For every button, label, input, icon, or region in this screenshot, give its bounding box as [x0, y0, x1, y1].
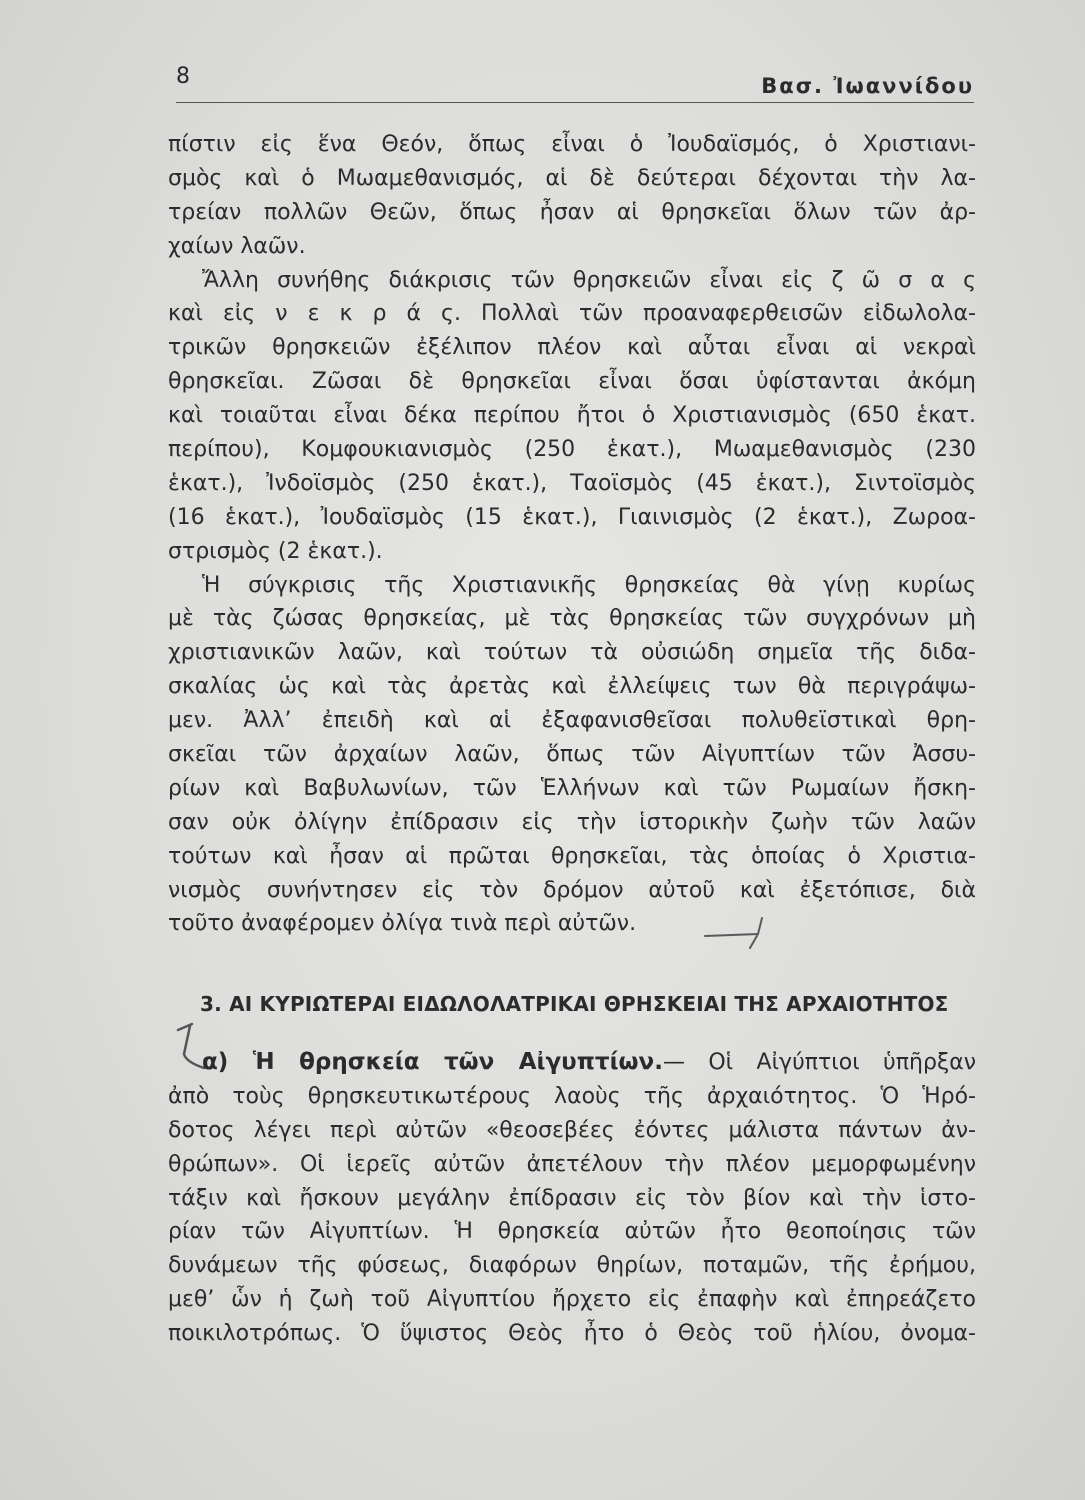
section-title: 3. ΑΙ ΚΥΡΙΩΤΕΡΑΙ ΕΙΔΩΛΟΛΑΤΡΙΚΑΙ ΘΡΗΣΚΕΙΑΙ ΤΗΣ ΑΡΧΑΙΟΤΗΤΟΣ — [200, 992, 949, 1016]
text-line: ρίων καὶ Βαβυλωνίων, τῶν Ἑλλήνων καὶ τῶν Ρωμαίων ἤσκη- — [168, 775, 976, 801]
text-line: θρώπων». Οἱ ἱερεῖς αὐτῶν ἀπετέλουν τὴν πλέον μεμορφωμένην — [168, 1151, 976, 1177]
text-line: σκαλίας ὡς καὶ τὰς ἀρετὰς καὶ ἐλλείψεις των θὰ περιγράψω- — [168, 674, 976, 700]
text-line: τρείαν πολλῶν Θεῶν, ὅπως ἦσαν αἱ θρησκεῖαι ὅλων τῶν ἀρ- — [168, 199, 976, 225]
text-line: (16 ἑκατ.), Ἰουδαϊσμὸς (15 ἑκατ.), Γιαινισμὸς (2 ἑκατ.), Ζωροα- — [168, 504, 976, 530]
text-line: τρικῶν θρησκειῶν ἐξέλιπον πλέον καὶ αὗται εἶναι αἱ νεκραὶ — [168, 335, 976, 361]
text-line: δυνάμεων τῆς φύσεως, διαφόρων θηρίων, ποταμῶν, τῆς ἐρήμου, — [168, 1253, 976, 1279]
running-head: Βασ. Ἰωαννίδου — [761, 74, 974, 98]
text-line: θρησκεῖαι. Ζῶσαι δὲ θρησκεῖαι εἶναι ὅσαι ὑφίστανται ἀκόμη — [168, 369, 976, 395]
text-line — [168, 1046, 976, 1080]
text-line: χαίων λαῶν. — [168, 233, 306, 259]
text-line: χριστιανικῶν λαῶν, καὶ τούτων τὰ οὐσιώδη σημεῖα τῆς διδα- — [168, 640, 976, 666]
text-line: σμὸς καὶ ὁ Μωαμεθανισμός, αἱ δὲ δεύτεραι δέχονται τὴν λα- — [168, 165, 976, 191]
text-line: ἑκατ.), Ἰνδοϊσμὸς (250 ἑκατ.), Ταοϊσμὸς (45 ἑκατ.), Σιντοϊσμὸς — [168, 470, 976, 496]
body-text — [168, 128, 976, 941]
text-line: ρίαν τῶν Αἰγυπτίων. Ἡ θρησκεία αὐτῶν ἦτο θεοποίησις τῶν — [168, 1219, 976, 1245]
page-number: 8 — [176, 64, 190, 89]
text-line: στρισμὸς (2 ἑκατ.). — [168, 538, 383, 564]
subsection-text — [168, 1046, 976, 1351]
text-line: σαν οὐκ ὀλίγην ἐπίδρασιν εἰς τὴν ἱστορικὴν ζωὴν τῶν λαῶν — [168, 809, 976, 835]
text-line: τοῦτο ἀναφέρομεν ὀλίγα τινὰ περὶ αὐτῶν. — [168, 911, 637, 937]
text-line: ἀπὸ τοὺς θρησκευτικωτέρους λαοὺς τῆς ἀρχαιότητος. Ὁ Ἡρό- — [168, 1083, 976, 1109]
text-line: δοτος λέγει περὶ αὐτῶν «θεοσεβέες ἐόντες μάλιστα πάντων ἀν- — [168, 1117, 976, 1143]
text-line: τάξιν καὶ ἤσκουν μεγάλην ἐπίδρασιν εἰς τὸν βίον καὶ τὴν ἱστο- — [168, 1185, 976, 1211]
text-line: καὶ εἰς ν ε κ ρ ά ς. Πολλαὶ τῶν προαναφερθεισῶν εἰδωλολα- — [168, 301, 976, 327]
text-line: σκεῖαι τῶν ἀρχαίων λαῶν, ὅπως τῶν Αἰγυπτίων τῶν Ἀσσυ- — [168, 742, 976, 768]
header-rule — [176, 102, 974, 103]
pencil-bracket-mark — [700, 914, 770, 954]
text-line: πίστιν εἰς ἕνα Θεόν, ὅπως εἶναι ὁ Ἰουδαϊσμός, ὁ Χριστιανι- — [168, 132, 976, 157]
page-header — [176, 64, 974, 104]
text-line: καὶ τοιαῦται εἶναι δέκα περίπου ἤτοι ὁ Χριστιανισμὸς (650 ἑκατ. — [168, 403, 976, 429]
text-line: ποικιλοτρόπως. Ὁ ὕψιστος Θεὸς ἦτο ὁ Θεὸς τοῦ ἡλίου, ὀνομα- — [168, 1321, 976, 1347]
subsection-first-line: — Οἱ Αἰγύπτιοι ὑπῆρξαν — [662, 1050, 977, 1075]
text-line: περίπου), Κομφουκιανισμὸς (250 ἑκατ.), Μωαμεθανισμὸς (230 — [168, 437, 976, 463]
text-line: τούτων καὶ ἦσαν αἱ πρῶται θρησκεῖαι, τὰς ὁποίας ὁ Χριστια- — [168, 843, 976, 869]
text-line: μεν. Ἀλλ’ ἐπειδὴ καὶ αἱ ἐξαφανισθεῖσαι πολυθεϊστικαὶ θρη- — [168, 708, 976, 734]
subsection-heading: α) Ἡ θρησκεία τῶν Αἰγυπτίων. — [202, 1049, 663, 1075]
text-line: Ἄλλη συνήθης διάκρισις τῶν θρησκειῶν εἶναι εἰς ζ ῶ σ α ς — [202, 267, 976, 293]
text-line: μεθ’ ὧν ἡ ζωὴ τοῦ Αἰγυπτίου ἤρχετο εἰς ἐπαφὴν καὶ ἐπηρεάζετο — [168, 1287, 976, 1313]
text-line: νισμὸς συνήντησεν εἰς τὸν δρόμον αὐτοῦ καὶ ἐξετόπισε, διὰ — [168, 877, 976, 903]
text-line: Ἡ σύγκρισις τῆς Χριστιανικῆς θρησκείας θὰ γίνῃ κυρίως — [202, 572, 976, 598]
text-line: μὲ τὰς ζώσας θρησκείας, μὲ τὰς θρησκείας τῶν συγχρόνων μὴ — [168, 606, 976, 632]
